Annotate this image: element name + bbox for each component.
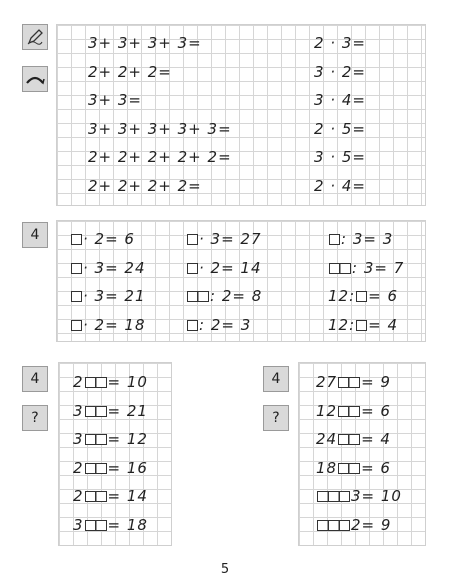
expression-text: 2 [73,458,84,477]
expression [314,119,366,139]
expression-text: 3 [73,430,84,448]
pencil-icon [22,24,48,50]
expression [328,229,393,249]
answer-box[interactable] [328,259,352,277]
answer-box[interactable] [337,459,361,477]
answer-box[interactable] [70,316,83,334]
answer-box[interactable] [70,287,83,305]
answer-box[interactable] [70,259,83,277]
expression-text: 27 [316,373,338,391]
expression-text: = 4 [368,315,399,334]
expression-text: = 14 [107,487,148,505]
answer-box[interactable] [84,373,108,391]
expression-text: 12 [316,401,338,420]
expression-text: : 2= 8 [210,287,263,305]
expression [88,90,142,110]
expression-text: 3 · 2= [314,62,366,81]
expression-text: = 12 [107,430,148,448]
expression-text: 18 [316,458,338,477]
expression-text: 3 [73,515,84,534]
answer-box[interactable] [84,402,108,420]
expression [316,515,391,535]
expression [316,458,391,478]
question-icon: ? [22,405,48,431]
answer-box[interactable] [84,487,108,505]
expression-text: 2 [73,373,84,391]
four-icon: 4 [22,222,48,248]
expression [73,429,148,449]
expression [314,33,366,53]
expression [328,258,404,278]
expression-text: = 6 [361,458,391,477]
expression-text: · 2= 18 [83,315,146,334]
answer-box[interactable] [84,459,108,477]
expression [88,147,232,167]
expression [314,90,366,110]
answer-box[interactable] [84,516,108,534]
expression-text: 2+ 2+ 2= [88,62,172,81]
expression-text: = 4 [361,430,391,448]
expression-text: 3= 10 [351,487,402,505]
expression-text: 24 [316,430,338,448]
expression-text: 2= 9 [351,515,392,534]
expression-text: = 16 [107,458,148,477]
expression-text: 2+ 2+ 2+ 2+ 2= [88,148,232,166]
expression [70,286,146,306]
expression [88,176,202,196]
expression-text: · 3= 24 [83,258,146,277]
expression-text: = 10 [107,373,148,391]
expression-text: 2 · 5= [314,119,366,138]
expression [328,315,398,335]
expression-text: 3+ 3+ 3+ 3+ 3= [88,119,232,138]
answer-box[interactable] [355,316,368,334]
four-icon: 4 [22,366,48,392]
expression [88,62,172,82]
expression [88,119,232,139]
answer-box[interactable] [84,430,108,448]
answer-box[interactable] [186,316,199,334]
expression-text: · 3= 21 [83,287,146,305]
page-number: 5 [220,562,230,577]
expression [73,458,148,478]
answer-box[interactable] [337,402,361,420]
expression-text: · 2= 6 [83,230,135,248]
expression [316,429,391,449]
expression-text: 3 · 4= [314,91,366,109]
expression [314,147,366,167]
expression [70,315,146,335]
answer-box[interactable] [70,230,83,248]
expression-text: 2+ 2+ 2+ 2= [88,176,202,195]
expression-text: 3 · 5= [314,148,366,166]
expression-text: 2 · 3= [314,34,366,52]
answer-box[interactable] [316,487,351,505]
expression [314,62,366,82]
expression-text: 12: [328,287,356,305]
expression [70,229,135,249]
answer-box[interactable] [186,230,199,248]
answer-box[interactable] [355,287,368,305]
answer-box[interactable] [328,230,341,248]
expression [314,176,366,196]
expression-text: 3+ 3+ 3+ 3= [88,34,202,52]
answer-box[interactable] [186,287,210,305]
expression [186,229,262,249]
expression [88,33,202,53]
answer-box[interactable] [337,430,361,448]
expression [316,372,391,392]
expression [316,486,402,506]
expression [316,401,391,421]
expression [73,486,148,506]
expression-text: 2 [73,487,84,505]
answer-box[interactable] [316,516,351,534]
expression-text: = 6 [368,287,399,305]
expression-text: 2 · 4= [314,176,366,195]
expression-text: : 3= 7 [352,258,405,277]
expression-text: 12: [328,315,356,334]
expression-text: : 2= 3 [199,315,252,334]
expression [73,515,148,535]
expression-text: = 21 [107,401,148,420]
answer-box[interactable] [337,373,361,391]
expression-text: = 6 [361,401,391,420]
expression-text: · 3= 27 [199,230,262,248]
expression [328,286,398,306]
question-icon: ? [263,405,289,431]
expression [70,258,146,278]
expression-text: = 9 [361,373,391,391]
answer-box[interactable] [186,259,199,277]
expression [186,315,251,335]
expression-text: 3 [73,401,84,420]
expression-text: 3+ 3= [88,91,142,109]
expression [73,401,148,421]
expression [73,372,148,392]
expression [186,258,262,278]
expression-text: = 18 [107,515,148,534]
four-icon: 4 [263,366,289,392]
expression [186,286,262,306]
expression-text: : 3= 3 [341,230,394,248]
arc-icon [22,66,48,92]
expression-text: · 2= 14 [199,258,262,277]
